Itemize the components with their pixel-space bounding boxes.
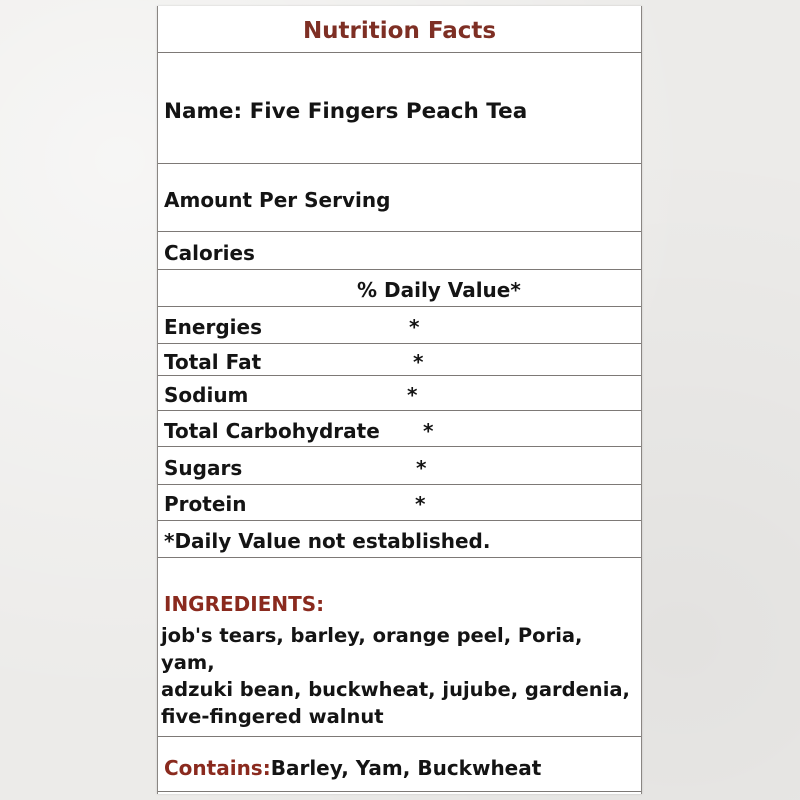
label-title: Nutrition Facts	[302, 18, 497, 44]
divider	[158, 520, 641, 521]
nutrient-daily-value: *	[415, 492, 426, 516]
nutrient-daily-value: *	[416, 456, 427, 480]
divider	[158, 269, 641, 270]
contains-row	[164, 756, 635, 780]
nutrient-daily-value: *	[423, 419, 434, 443]
nutrient-name: Protein	[164, 492, 247, 516]
nutrition-label	[157, 6, 642, 794]
ingredients-line: adzuki bean, buckwheat, jujube, gardenia,	[161, 678, 630, 701]
divider	[158, 343, 641, 344]
divider	[158, 484, 641, 485]
ingredients-line: job's tears, barley, orange peel, Poria, yam,	[161, 624, 583, 674]
ingredients-list	[161, 622, 637, 730]
divider	[158, 375, 641, 376]
nutrient-name: Energies	[164, 315, 262, 339]
nutrient-name: Sugars	[164, 456, 243, 480]
footnote: *Daily Value not established.	[164, 529, 491, 553]
contains-value: Barley, Yam, Buckwheat	[270, 756, 542, 780]
contains-label: Contains:	[164, 756, 271, 780]
product-name: Name: Five Fingers Peach Tea	[164, 99, 528, 124]
nutrient-name: Total Carbohydrate	[164, 419, 380, 443]
divider	[158, 446, 641, 447]
divider	[158, 410, 641, 411]
nutrient-daily-value: *	[413, 350, 424, 374]
daily-value-header: % Daily Value*	[357, 278, 521, 302]
divider	[158, 306, 641, 307]
divider	[158, 52, 641, 53]
ingredients-line: five-fingered walnut	[161, 705, 384, 728]
nutrient-name: Total Fat	[164, 350, 262, 374]
calories-label: Calories	[164, 241, 255, 265]
nutrient-daily-value: *	[407, 383, 418, 407]
ingredients-heading: INGREDIENTS:	[164, 592, 325, 616]
amount-per-serving: Amount Per Serving	[164, 188, 391, 212]
divider	[158, 163, 641, 164]
divider	[158, 557, 641, 558]
divider	[158, 791, 641, 792]
nutrient-name: Sodium	[164, 383, 249, 407]
divider	[158, 231, 641, 232]
divider	[158, 736, 641, 737]
nutrient-daily-value: *	[409, 315, 420, 339]
